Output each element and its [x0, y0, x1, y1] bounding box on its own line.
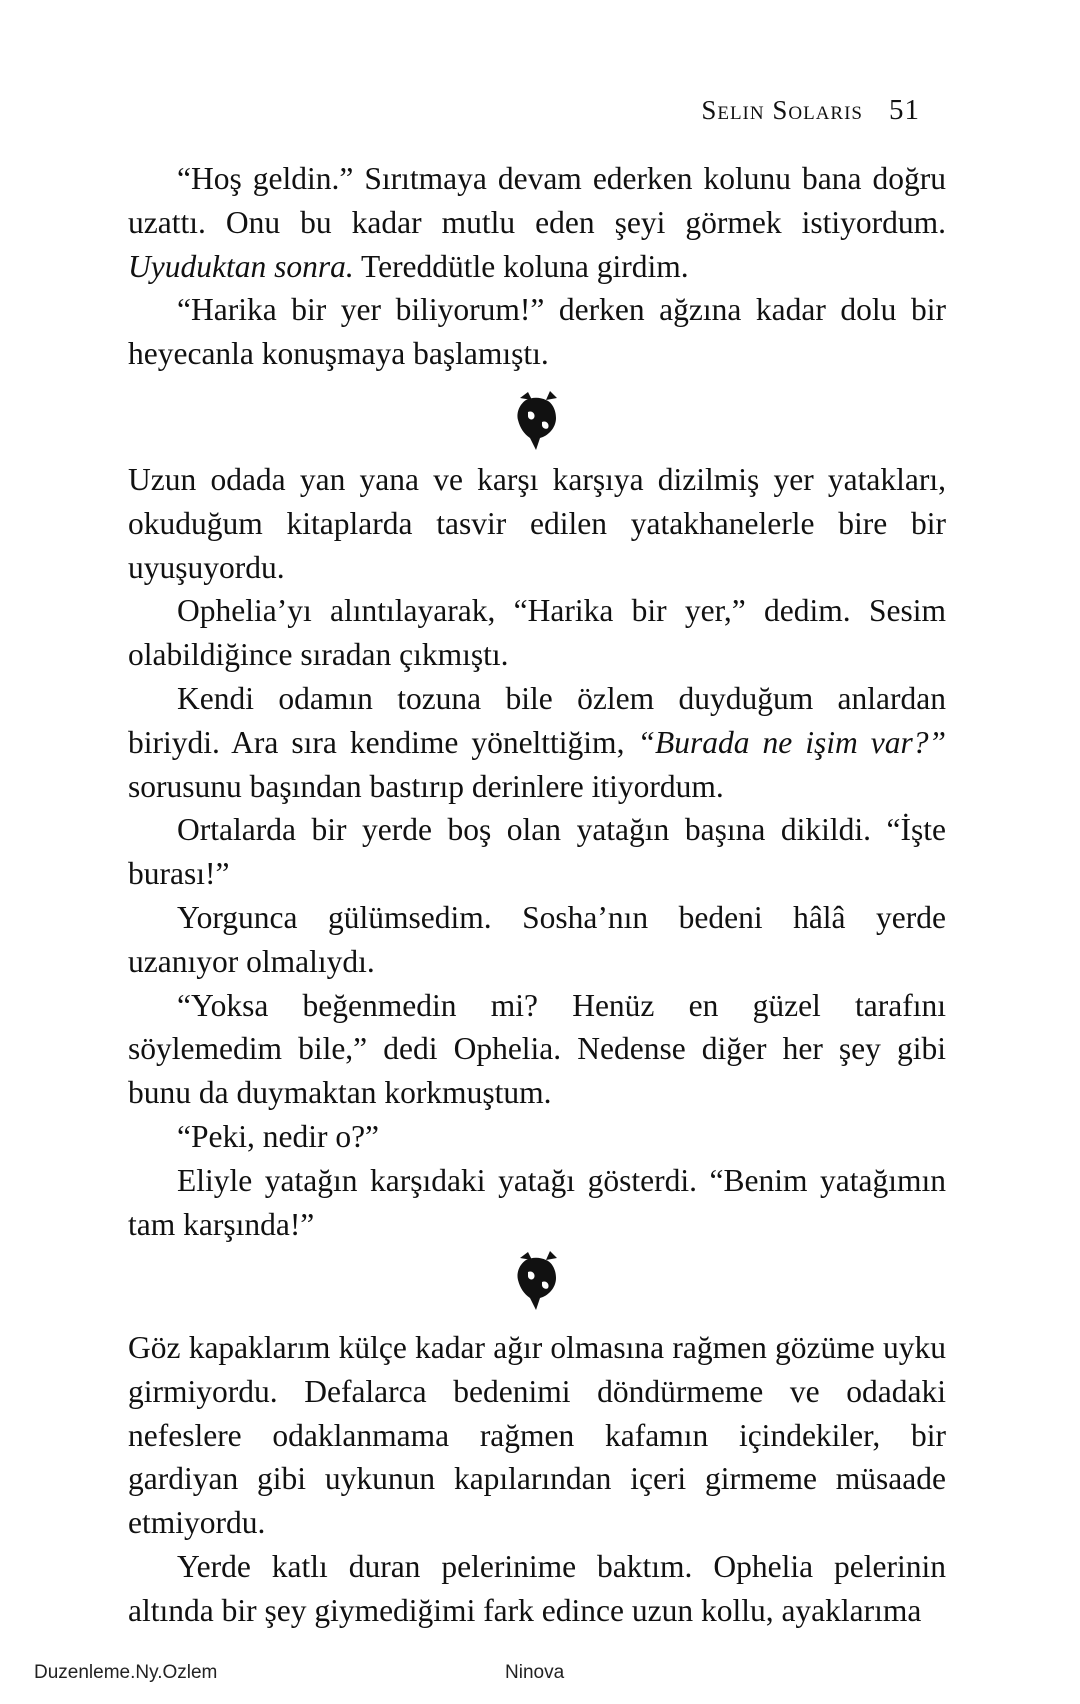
italic-text: Uyuduktan sonra.: [128, 248, 354, 284]
paragraph: [128, 677, 946, 808]
text-run: Kendi odamın tozuna bile özlem duyduğum anlardan biriydi. Ara sıra kendime yönelttiğim,: [128, 680, 946, 760]
page-number: 51: [889, 94, 920, 126]
paragraph: “Yoksa beğenmedin mi? Henüz en güzel tarafını söylemedim bile,” dedi Ophelia. Nedense diğer her şey gibi bunu da duymaktan korkmuştum.: [128, 987, 946, 1111]
paragraph: “Harika bir yer biliyorum!” derken ağzına kadar dolu bir heyecanla konuşmaya başlamıştı.: [128, 292, 946, 372]
paragraph: Ophelia’yı alıntılayarak, “Harika bir yer,” dedim. Sesim olabildiğince sıradan çıkmıştı.: [128, 593, 946, 673]
cow-ornament-icon: [510, 388, 566, 456]
paragraph: Göz kapaklarım külçe kadar ağır olmasına rağmen gözüme uyku girmiyordu. Defalarca bedenimi döndürmeme ve odadaki nefeslere odaklanmama rağmen kafamın içindekiler, bir gardiyan gibi uykunun kapılarından içeri girmeme müsaade etmiyordu.: [128, 1330, 946, 1541]
text-run: Tereddütle koluna girdim.: [353, 248, 689, 284]
footer-credit: Duzenleme.Ny.Ozlem: [34, 1662, 218, 1683]
paragraph: Eliyle yatağın karşıdaki yatağı gösterdi. “Benim yatağımın tam karşında!”: [128, 1162, 946, 1242]
paragraph: Yorgunca gülümsedim. Sosha’nın bedeni hâlâ yerde uzanıyor olmalıydı.: [128, 899, 946, 979]
paragraph: Uzun odada yan yana ve karşı karşıya dizilmiş yer yatakları, okuduğum kitaplarda tasvir edilen yatakhanelerle bire bir uyuşuyordu.: [128, 462, 946, 585]
paragraph: Ortalarda bir yerde boş olan yatağın başına dikildi. “İşte burası!”: [128, 812, 946, 892]
text-run: “Hoş geldin.” Sırıtmaya devam ederken kolunu bana doğru uzattı. Onu bu kadar mutlu eden şeyi görmek istiyordum.: [128, 161, 946, 240]
section-3: [128, 1326, 946, 1633]
italic-text: “Burada ne işim var?”: [637, 724, 946, 760]
paragraph: Yerde katlı duran pelerinime baktım. Ophelia pelerinin altında bir şey giymediğimi fark edince uzun kollu, ayaklarıma: [128, 1548, 946, 1628]
footer-publisher: Ninova: [505, 1662, 565, 1683]
running-header: [701, 94, 920, 127]
section-2: [128, 458, 946, 1246]
section-1: [128, 157, 946, 376]
cow-ornament-icon: [510, 1248, 566, 1316]
running-title: Selin Solaris: [701, 95, 863, 125]
paragraph: [128, 157, 946, 288]
paragraph: “Peki, nedir o?”: [177, 1118, 380, 1154]
text-run: sorusunu başından bastırıp derinlere itiyordum.: [128, 768, 724, 804]
